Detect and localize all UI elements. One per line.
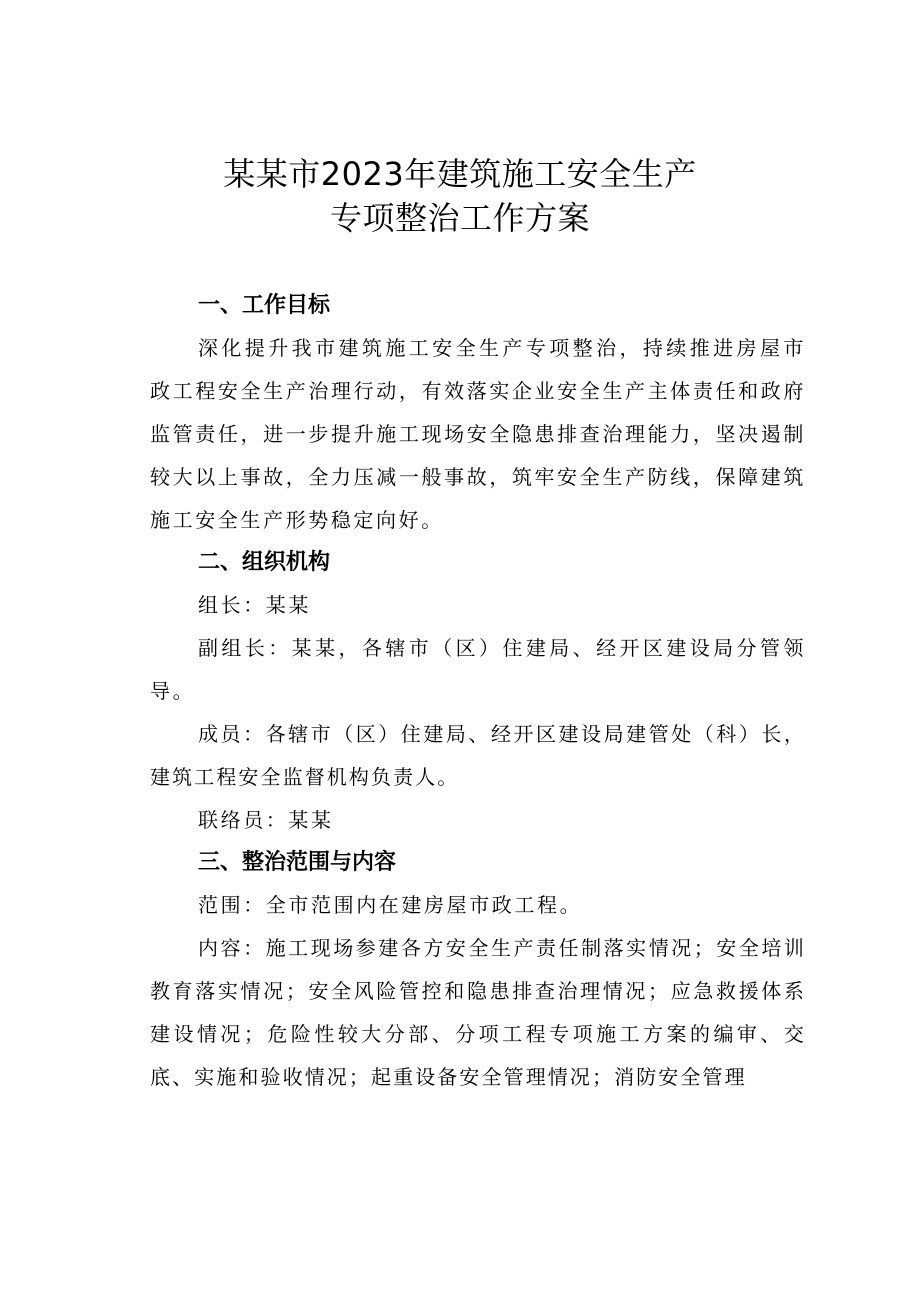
paragraph-liaison: 联络员：某某	[198, 808, 334, 832]
paragraph-leader: 组长：某某	[198, 593, 311, 617]
paragraph-content: 内容：施工现场参建各方安全生产责任制落实情况；安全培训教育落实情况；安全风险管控和隐患排查治理情况；应急救援体系建设情况；危险性较大分部、分项工程专项施工方案的编审、交底、实施和验收情况；起重设备安全管理情况；消防安全管理	[150, 936, 806, 1089]
document-title-line-2: 专项整治工作方案	[329, 199, 590, 237]
paragraph-members: 成员：各辖市（区）住建局、经开区建设局建管处（科）长，建筑工程安全监督机构负责人。	[150, 722, 806, 789]
paragraph-deputy-leader: 副组长：某某，各辖市（区）住建局、经开区建设局分管领导。	[150, 636, 806, 703]
section-heading-scope: 三、整治范围与内容	[198, 850, 397, 875]
paragraph-scope: 范围：全市范围内在建房屋市政工程。	[198, 893, 583, 917]
document-title-line-1: 某某市2023年建筑施工安全生产	[223, 155, 697, 193]
document-body	[150, 285, 806, 1099]
section-heading-goals: 一、工作目标	[198, 293, 331, 318]
section-heading-organization: 二、组织机构	[198, 550, 331, 575]
paragraph-goals: 深化提升我市建筑施工安全生产专项整治，持续推进房屋市政工程安全生产治理行动，有效落实企业安全生产主体责任和政府监管责任，进一步提升施工现场安全隐患排查治理能力，坚决遏制较大以上事故，全力压减一般事故，筑牢安全生产防线，保障建筑施工安全生产形势稳定向好。	[150, 336, 806, 532]
